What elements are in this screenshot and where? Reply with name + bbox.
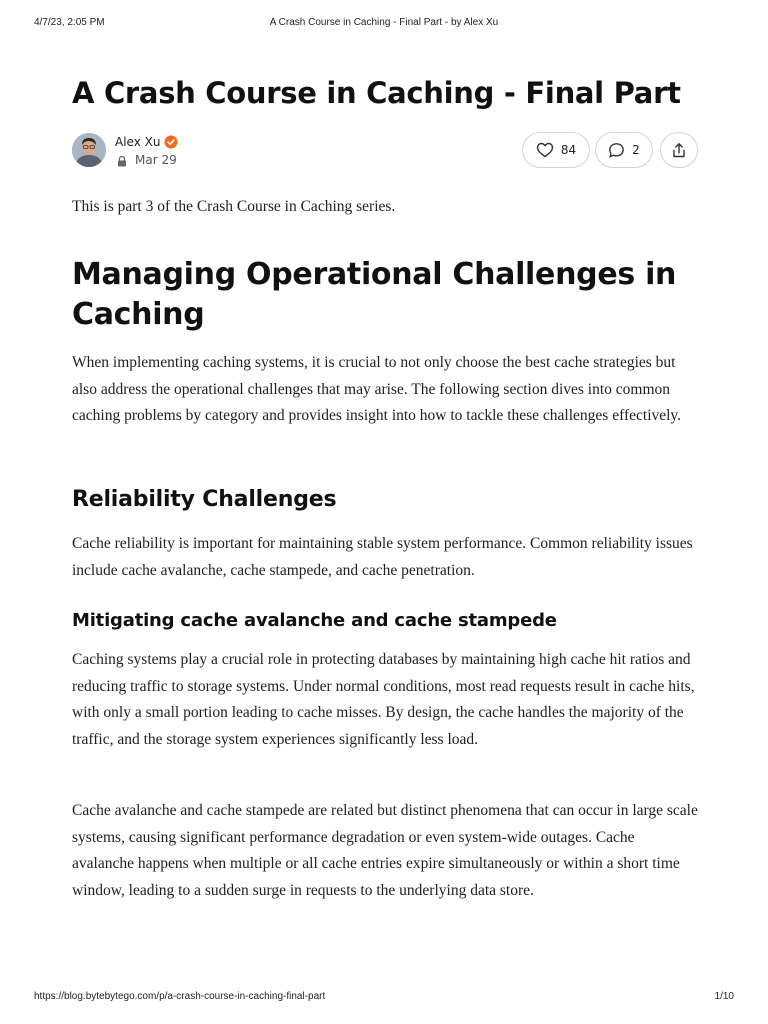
share-button[interactable] [660,132,698,168]
share-icon [671,142,687,159]
comment-button[interactable] [595,132,653,168]
print-url: https://blog.bytebytego.com/p/a-crash-course-in-caching-final-part [34,991,326,1002]
caching-role-paragraph: Caching systems play a crucial role in protecting databases by maintaining high cache hit ratios and reducing traffic to storage systems. Under normal conditions, most read requests result in cache hits, with only a small portion leading to cache misses. By design, the cache handles the majority of the traffic, and the storage system experiences significantly less load. [72,651,695,748]
heart-icon [536,142,554,158]
reliability-paragraph: Cache reliability is important for maintaining stable system performance. Common reliability issues include cache avalanche, cache stampede, and cache penetration. [72,535,693,579]
page-number: 1/10 [714,991,734,1002]
post-date: Mar 29 [135,153,177,167]
section-heading: Managing Operational Challenges in Caching [72,257,677,332]
sub-subsection-heading: Mitigating cache avalanche and cache stampede [72,610,557,631]
comment-count: 2 [632,143,640,157]
avalanche-paragraph: Cache avalanche and cache stampede are related but distinct phenomena that can occur in large scale systems, causing significant performance degradation or even system-wide outages. Cache avalanche happens when multiple or all cache entries expire simultaneously or within a short time window, leading to a sudden surge in requests to the underlying data store. [72,802,698,899]
post-title: A Crash Course in Caching - Final Part [72,76,681,110]
byline [72,130,702,170]
print-footer [34,991,734,1005]
avatar-image [72,133,106,167]
print-header [34,17,734,31]
like-count: 84 [560,143,577,157]
verified-badge-icon [164,135,178,149]
author-name[interactable]: Alex Xu [115,135,161,149]
print-doc-title: A Crash Course in Caching - Final Part - by Alex Xu [269,17,499,28]
section-intro-paragraph: When implementing caching systems, it is crucial to not only choose the best cache strategies but also address the operational challenges that may arise. The following section dives into common caching problems by category and provides insight into how to tackle these challenges effectively. [72,354,682,424]
lock-icon [116,155,128,167]
like-button[interactable] [522,132,590,168]
subsection-heading: Reliability Challenges [72,487,337,512]
comment-bubble-icon [608,142,625,159]
author-avatar[interactable] [72,133,106,167]
print-datetime: 4/7/23, 2:05 PM [34,17,105,28]
intro-paragraph: This is part 3 of the Crash Course in Caching series. [72,198,396,215]
